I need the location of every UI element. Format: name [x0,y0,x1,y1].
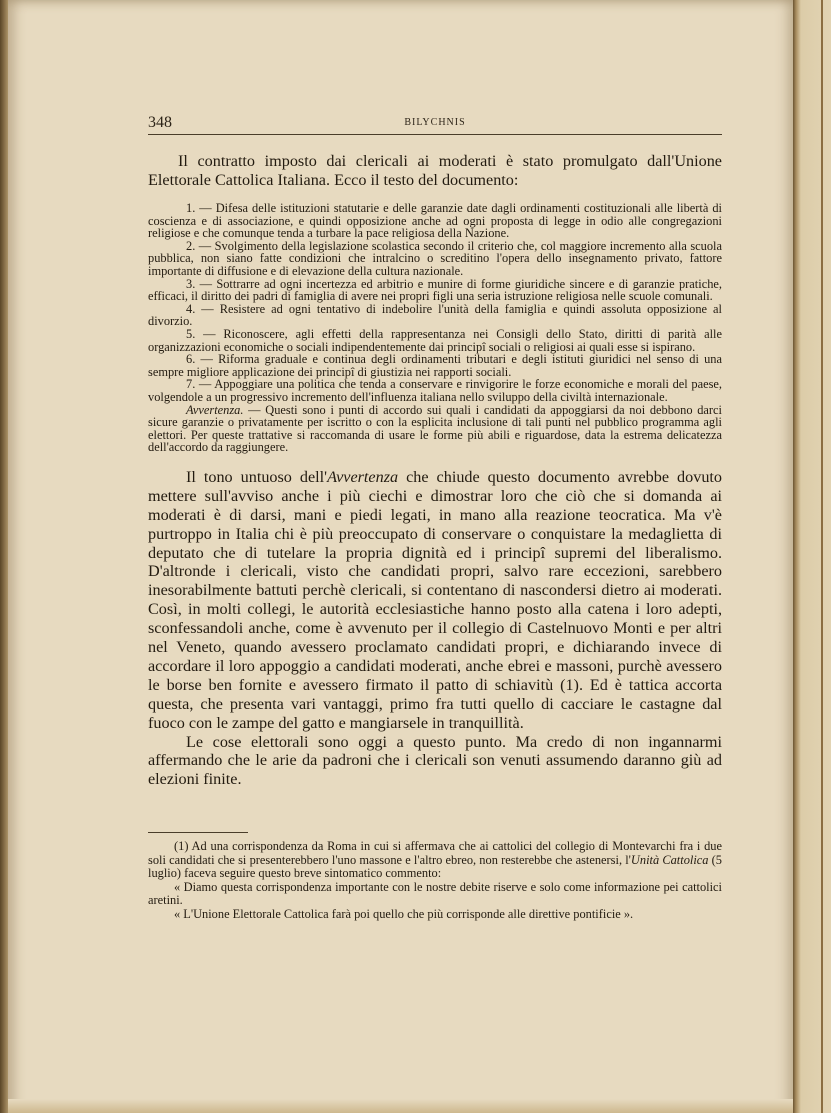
body-paragraph-2: Le cose elettorali sono oggi a questo punto. Ma credo di non ingannarmi affermando che le arie da padroni che i clericali son venuti assumendo daranno giù ad elezioni finite. [148,732,722,789]
main-text-column [148,152,722,789]
body-p1-rest: che chiude questo documento avrebbe dovuto mettere sull'avviso anche i più ciechi e dimostrar loro che ciò che si domanda ai moderati è di darsi, mani e piedi legati, in mano alla reazione teocratica. Ma v'è purtroppo in Italia chi è più preoccupato di conservare o conquistare la medaglietta di deputato che di tutelare la propria dignità ed i principî supremi del liberalismo. D'altronde i clericali, visto che candidati propri, salvo rare eccezioni, sarebbero inesorabilmente battuti perchè clericali, si contentano di nascondersi dietro ai moderati. Così, in molti collegi, le autorità ecclesiastiche hanno posto alla catena i loro adepti, sconfessandoli anche, come è avvenuto per il collegio di Castelnuovo Monti e per altri nel Veneto, quando avessero proclamato candidati propri, e dichiarando invece di accordare il loro appoggio a candidati moderati, anche ebrei e massoni, purchè avessero le borse ben fornite e avessero firmato il patto di schiavitù (1). Ed è tattica accorta questa, che presenta vari vantaggi, primo fra tutti quello di cacciare le castagne dal fuoco con le zampe del gatto e mangiarsele in tranquillità. [148,467,722,732]
page-fold-line [821,0,823,1113]
body-paragraph-1 [148,468,722,733]
document-point-7: 7. — Appoggiare una politica che tenda a conservare e rinvigorire le forze economiche e morali del paese, volgendole a un progressivo incremento dell'influenza italiana nello sviluppo della civiltà internazionale. [148,377,722,404]
footnote-quote-1: « Diamo questa corrispondenza importante con le nostre debite riserve e solo come informazione pei cattolici aretini. [148,879,722,907]
document-point-6: 6. — Riforma graduale e continua degli ordinamenti tributari e degli istituti giuridici nel senso di una sempre migliore applicazione dei principî di giustizia nei rapporti sociali. [148,352,722,379]
avvertenza-label: Avvertenza. [186,402,244,417]
footnote-quote-2: « L'Unione Elettorale Cattolica farà poi quello che più corrisponde alle direttive pontificie ». [174,906,634,921]
header-rule [148,134,722,135]
footnote-1-start: (1) Ad una corrispondenza da Roma in cui si affermava che ai cattolici del collegio di Montevarchi fra i due soli candidati che si presenterebbero l'uno massone e l'altro ebreo, non resterebbe che astenersi, l' [148,839,722,867]
intro-paragraph: Il contratto imposto dai clericali ai moderati è stato promulgato dall'Unione Elettorale Cattolica Italiana. Ecco il testo del documento: [148,152,722,189]
running-header [148,112,722,136]
avvertenza-text: — Questi sono i punti di accordo sui quali i candidati da appoggiarsi da noi debbono darci sicure garanzie o privatamente per iscritto o con la esplicita inclusione di tali punti nel pubblico programma agli elettori. Per queste trattative si raccomanda di usare le forme più abili e riguardose, data la estrema delicatezza dell'accordo da raggiungere. [148,402,722,455]
document-quotation [148,202,722,454]
running-title: BILYCHNIS [404,117,466,128]
body-p1-italic: Avvertenza [327,467,399,486]
avvertenza-paragraph [148,404,722,454]
document-point-2: 2. — Svolgimento della legislazione scolastica secondo il criterio che, col maggiore incremento alla scuola pubblica, non siano fatte condizioni che intralcino o screditino l'opera dello insegnamento privato, fattore importante di diffusione e di elevazione della cultura nazionale. [148,238,722,278]
page-number: 348 [148,114,172,131]
footnote-1 [148,840,722,881]
article-body [148,468,722,789]
body-p1-start: Il tono untuoso dell' [186,467,328,486]
footnote-rule [148,832,248,833]
page-bottom-edge [8,1099,793,1113]
footnotes [148,840,722,921]
document-point-4: 4. — Resistere ad ogni tentativo di indebolire l'unità della famiglia e quindi assoluta opposizione al divorzio. [148,301,722,329]
footnote-1-rest: (5 luglio) faceva seguire questo breve sintomatico commento: [148,852,722,880]
document-point-5: 5. — Riconoscere, agli effetti della rappresentanza nei Consigli dello Stato, diritti di parità alle organizzazioni economiche o sociali indipendentemente dai principî sociali o religiosi ai quali esse si ispirano. [148,326,722,354]
adjacent-page-edge [793,0,831,1113]
footnote-1-italic: Unità Cattolica [630,852,709,867]
document-point-1: 1. — Difesa delle istituzioni statutarie e delle garanzie date dagli ordinamenti costituzionali alle libertà di coscienza e di associazione, e quindi opposizione anche ad ogni proposta di legge in odio alle congregazioni religiose e che comunque tenda a turbare la pace religiosa della Nazione. [148,201,722,241]
document-point-3: 3. — Sottrarre ad ogni incertezza ed arbitrio e munire di forme giuridiche sincere e di garanzie pratiche, efficaci, il diritto dei padri di famiglia di avere nei propri figli una seria istruzione religiosa nelle scuole comunali. [148,276,722,304]
